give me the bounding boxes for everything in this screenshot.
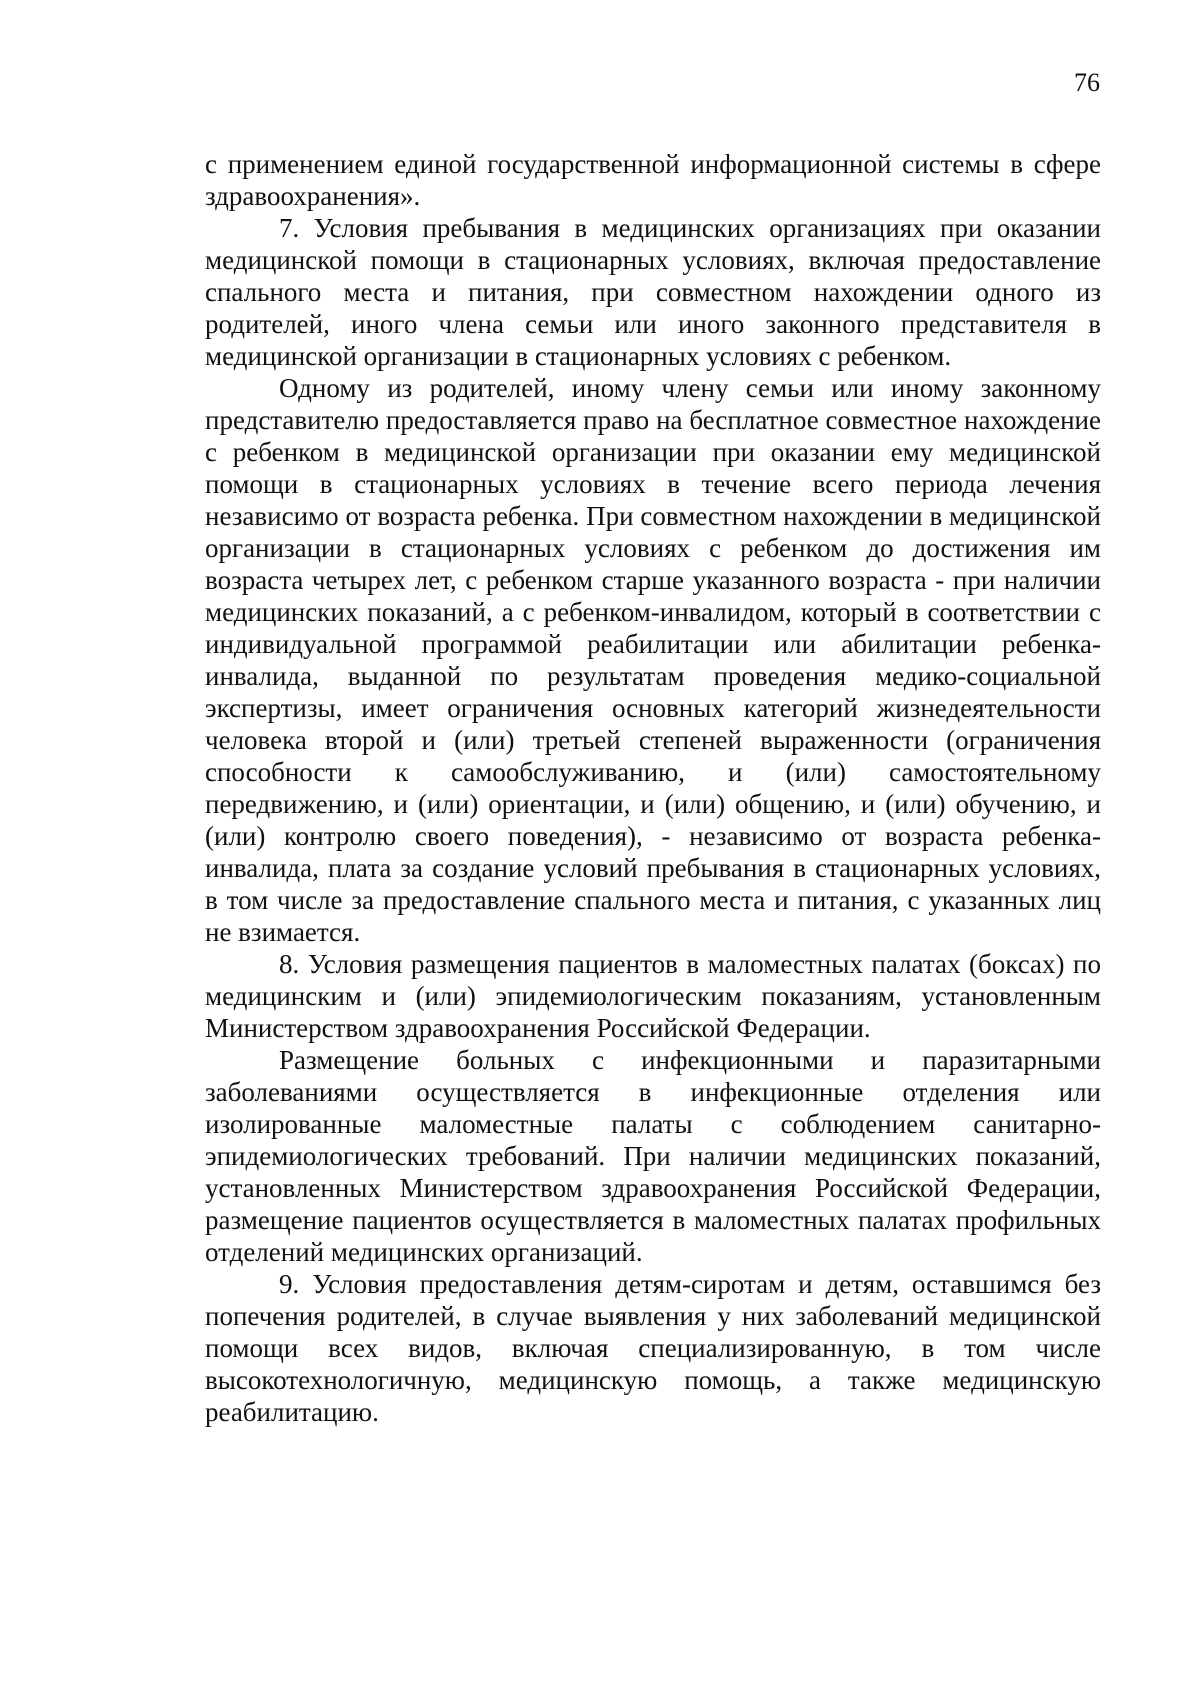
paragraph-item-8: 8. Условия размещения пациентов в маломестных палатах (боксах) по медицинским и (или) эпидемиологическим показаниям, установленным Министерством здравоохранения Российской Федерации. [205,949,1101,1043]
page-number: 76 [1074,68,1100,97]
document-body [205,148,1101,1428]
paragraph-continuation: с применением единой государственной информационной системы в сфере здравоохранения». [205,149,1101,211]
paragraph-item-9: 9. Условия предоставления детям-сиротам и детям, оставшимся без попечения родителей, в случае выявления у них заболеваний медицинской помощи всех видов, включая специализированную, в том числе высокотехнологичную, медицинскую помощь, а также медицинскую реабилитацию. [205,1269,1101,1427]
paragraph-joint-stay: Одному из родителей, иному члену семьи или иному законному представителю предоставляется право на бесплатное совместное нахождение с ребенком в медицинской организации при оказании ему медицинской помощи в стационарных условиях в течение всего периода лечения независимо от возраста ребенка. При совместном нахождении в медицинской организации в стационарных условиях с ребенком до достижения им возраста четырех лет, с ребенком старше указанного возраста - при наличии медицинских показаний, а с ребенком-инвалидом, который в соответствии с индивидуальной программой реабилитации или абилитации ребенка-инвалида, выданной по результатам проведения медико-социальной экспертизы, имеет ограничения основных категорий жизнедеятельности человека второй и (или) третьей степеней выраженности (ограничения способности к самообслуживанию, и (или) самостоятельному передвижению, и (или) ориентации, и (или) общению, и (или) обучению, и (или) контролю своего поведения), - независимо от возраста ребенка-инвалида, плата за создание условий пребывания в стационарных условиях, в том числе за предоставление спального места и питания, с указанных лиц не взимается. [205,373,1101,947]
paragraph-item-7: 7. Условия пребывания в медицинских организациях при оказании медицинской помощи в стационарных условиях, включая предоставление спального места и питания, при совместном нахождении одного из родителей, иного члена семьи или иного законного представителя в медицинской организации в стационарных условиях с ребенком. [205,213,1101,371]
paragraph-infectious-placement: Размещение больных с инфекционными и паразитарными заболеваниями осуществляется в инфекционные отделения или изолированные маломестные палаты с соблюдением санитарно-эпидемиологических требований. При наличии медицинских показаний, установленных Министерством здравоохранения Российской Федерации, размещение пациентов осуществляется в маломестных палатах профильных отделений медицинских организаций. [205,1045,1101,1267]
